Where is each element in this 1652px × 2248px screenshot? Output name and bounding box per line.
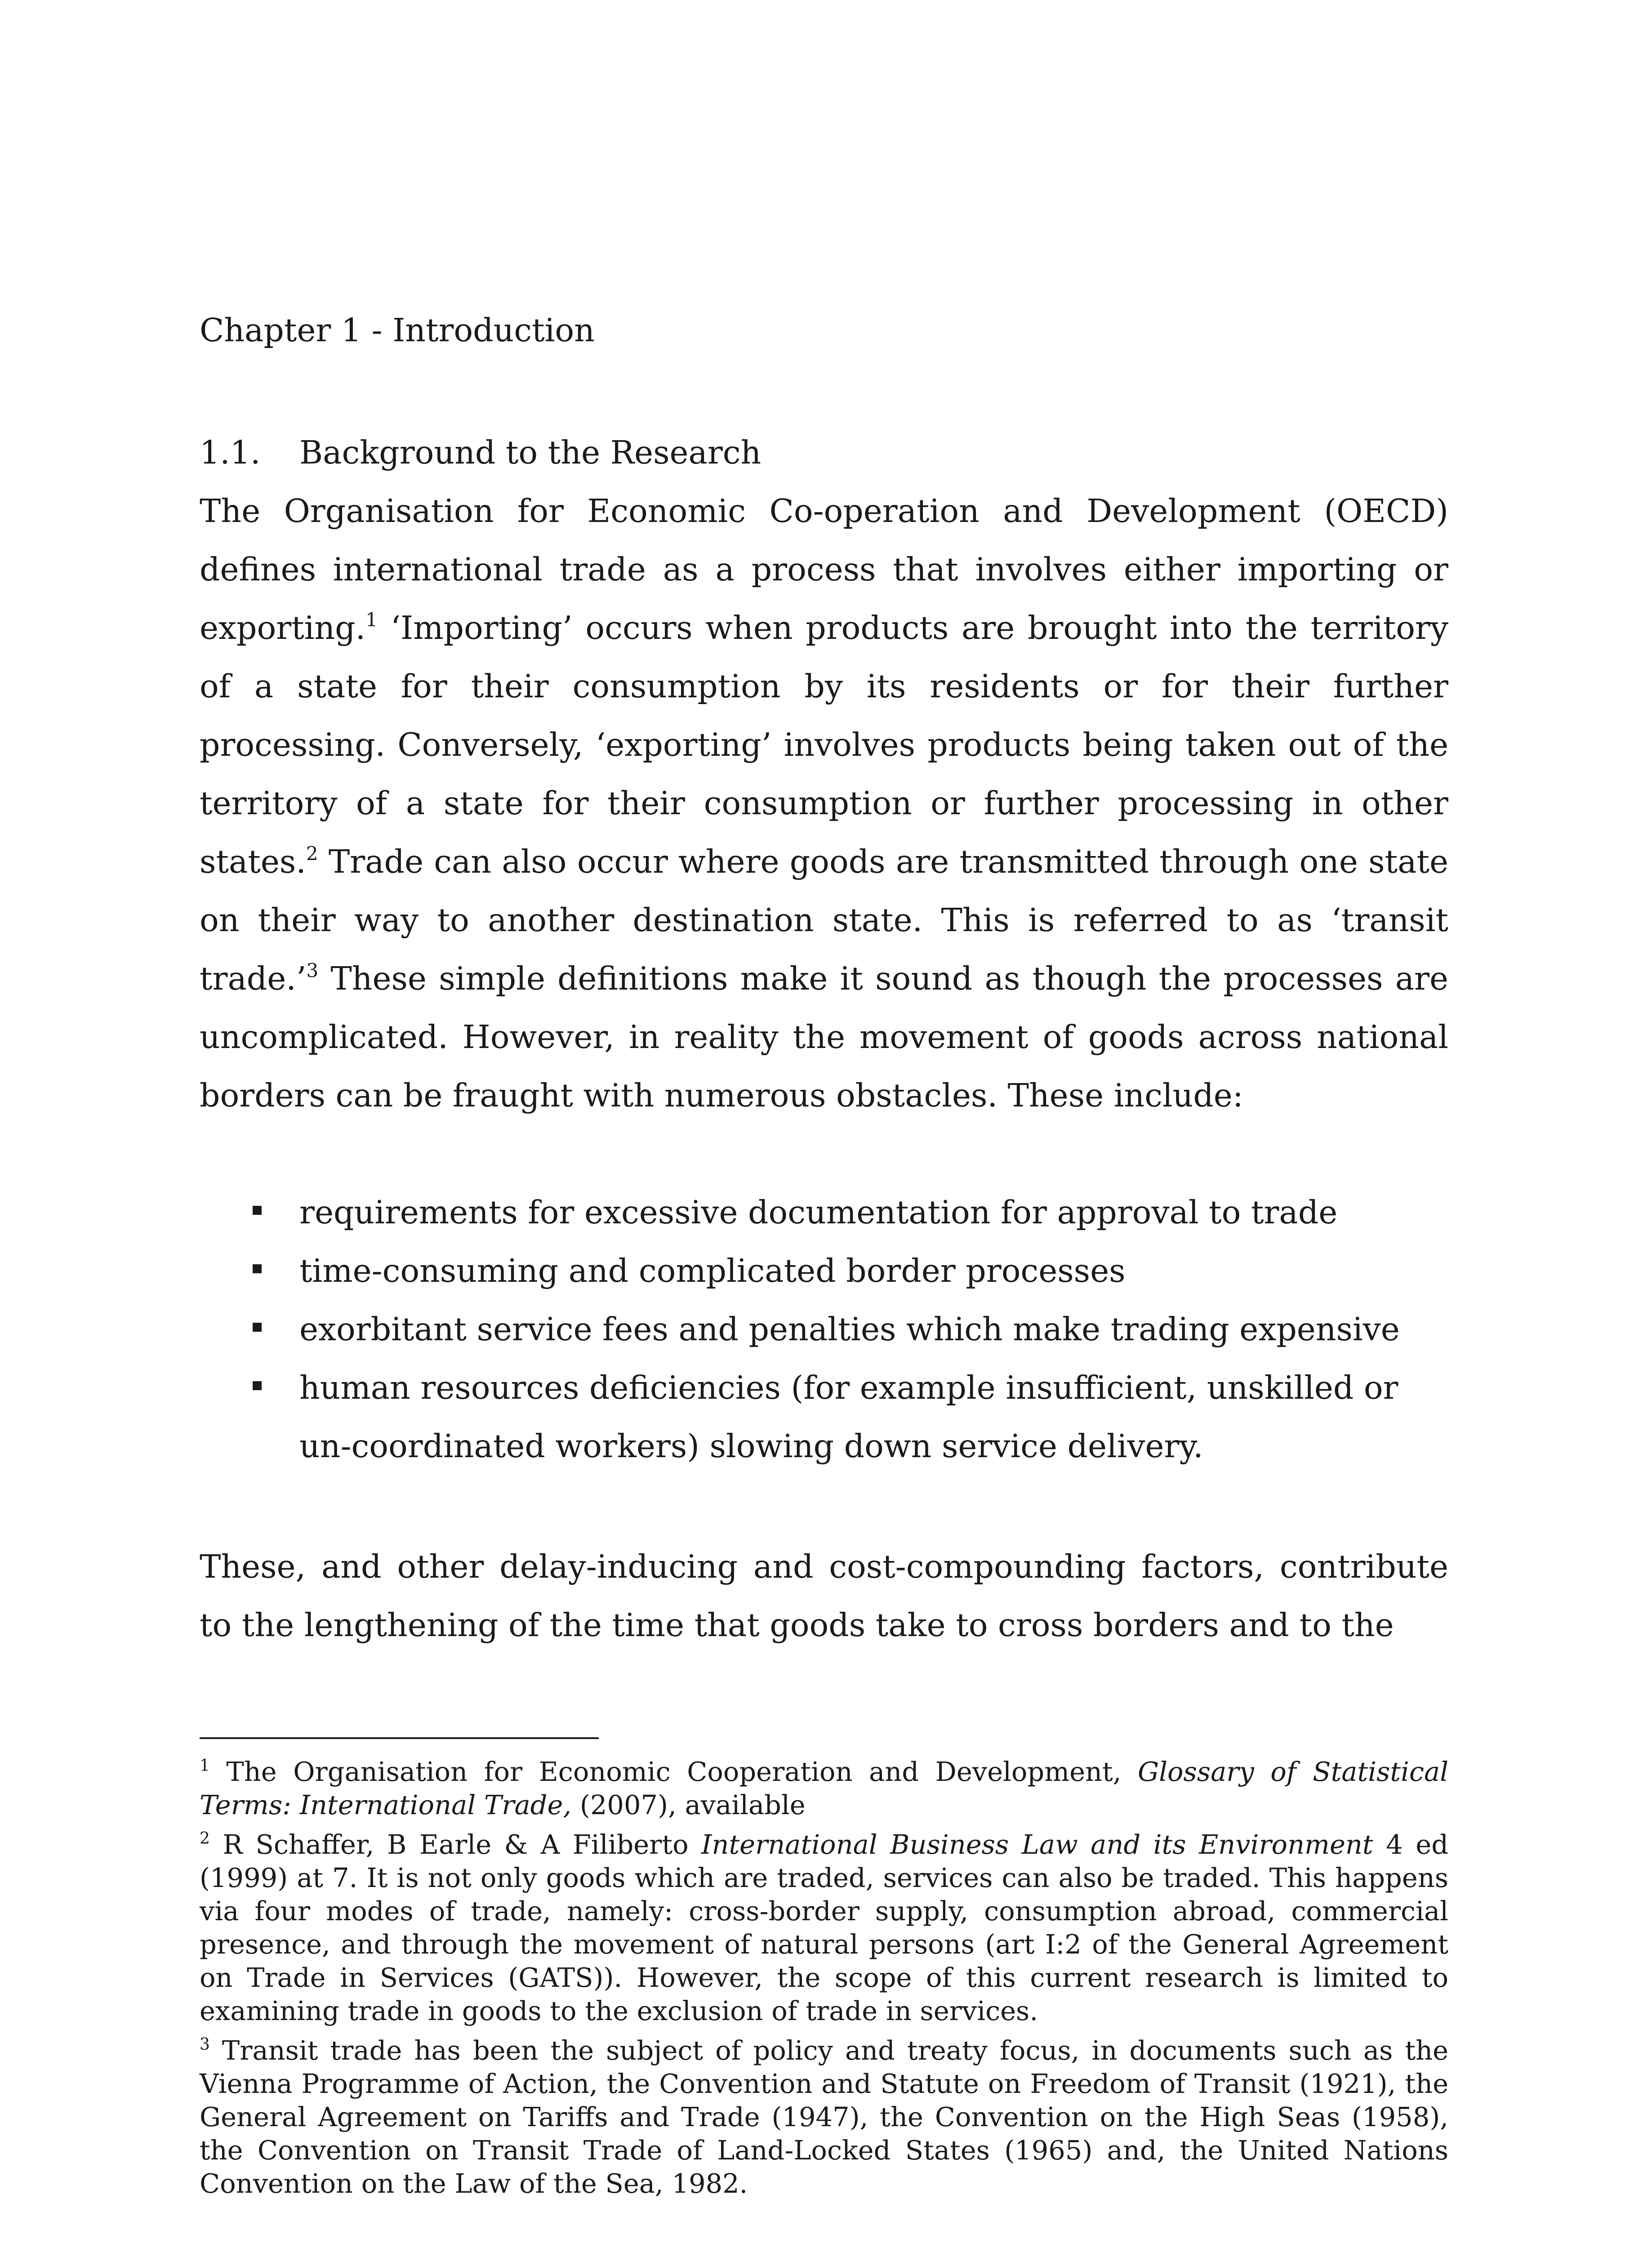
list-item xyxy=(200,1242,1448,1300)
footnote-reference-2: 2 xyxy=(306,843,318,865)
list-item-text: exorbitant service fees and penalties which make trading expensive xyxy=(299,1311,1400,1348)
list-item-text: human resources deficiencies (for example insufficient, unskilled or un-coordinated workers) slowing down service delivery. xyxy=(299,1369,1398,1465)
chapter-title: Chapter 1 - Introduction xyxy=(200,312,595,349)
square-bullet-icon xyxy=(253,1323,262,1332)
footnote-italic-title: Glossary of Statistical Terms: International Trade, xyxy=(200,1756,1448,1820)
section-number: 1.1. xyxy=(200,434,261,471)
square-bullet-icon xyxy=(253,1206,262,1215)
footnote-text: The Organisation for Economic Cooperation and Development, xyxy=(209,1756,1138,1787)
section-title: Background to the Research xyxy=(299,434,761,471)
continuation-paragraph: These, and other delay-inducing and cost-compounding factors, contribute to the lengthening of the time that goods take to cross borders and to the xyxy=(200,1548,1448,1644)
footnote-text: Transit trade has been the subject of policy and treaty focus, in documents such as the Vienna Programme of Action, the Convention and Statute on Freedom of Transit (1921), the General Agreement on Tariffs and Trade (1947), the Convention on the High Seas (1958), the Convention on Transit Trade of Land-Locked States (1965) and, the United Nations Convention on the Law of the Sea, 1982. xyxy=(200,2035,1448,2199)
footnotes xyxy=(200,1755,1448,2207)
list-item-text: requirements for excessive documentation for approval to trade xyxy=(299,1194,1338,1231)
paragraph-sentence: ‘Importing’ occurs when products are brought into the territory of a state for their consumption by its residents or for their further processing. Conversely, ‘exporting’ involves products being taken out of the territory of a state for their consumption or further processing in other states. xyxy=(200,609,1448,880)
footnote-marker: 2 xyxy=(200,1829,210,1848)
paragraph-sentence: These simple definitions make it sound as though the processes are uncomplicated. However, in reality the movement of goods across national borders can be fraught with numerous obstacles. These include: xyxy=(200,960,1448,1114)
footnote-reference-3: 3 xyxy=(306,959,319,981)
footnote-text: (2007), available xyxy=(571,1789,806,1820)
footnote-3 xyxy=(200,2034,1448,2200)
footnote-italic-title: International Business Law and its Environment xyxy=(701,1829,1373,1860)
footnote-text: R Schaffer, B Earle & A Filiberto xyxy=(209,1829,702,1860)
paragraph-sentence: The Organisation for Economic Co-operation and Development (OECD) defines international trade as a process that involves either importing or exporting. xyxy=(200,492,1448,647)
background-paragraph xyxy=(200,482,1448,1125)
footnote-1 xyxy=(200,1755,1448,1822)
square-bullet-icon xyxy=(253,1264,262,1273)
paragraph-sentence: Trade can also occur where goods are transmitted through one state on their way to another destination state. This is referred to as ‘transit trade.’ xyxy=(200,843,1448,997)
footnote-marker: 3 xyxy=(200,2035,210,2054)
footnote-reference-1: 1 xyxy=(365,609,378,631)
square-bullet-icon xyxy=(253,1381,262,1390)
footnote-separator xyxy=(200,1737,599,1739)
footnote-2 xyxy=(200,1828,1448,2028)
list-item xyxy=(200,1183,1448,1242)
footnote-text: 4 ed (1999) at 7. It is not only goods which are traded, services can also be traded. This happens via four modes of trade, namely: cross-border supply, consumption abroad, commercial presence, and through the movement of natural persons (art I:2 of the General Agreement on Trade in Services (GATS)). However, the scope of this current research is limited to examining trade in goods to the exclusion of trade in services. xyxy=(200,1829,1448,2026)
obstacles-list xyxy=(200,1183,1448,1476)
section-heading xyxy=(200,424,761,482)
list-item xyxy=(200,1359,1448,1476)
footnote-marker: 1 xyxy=(200,1757,210,1775)
list-item xyxy=(200,1300,1448,1359)
list-item-text: time-consuming and complicated border processes xyxy=(299,1252,1126,1289)
